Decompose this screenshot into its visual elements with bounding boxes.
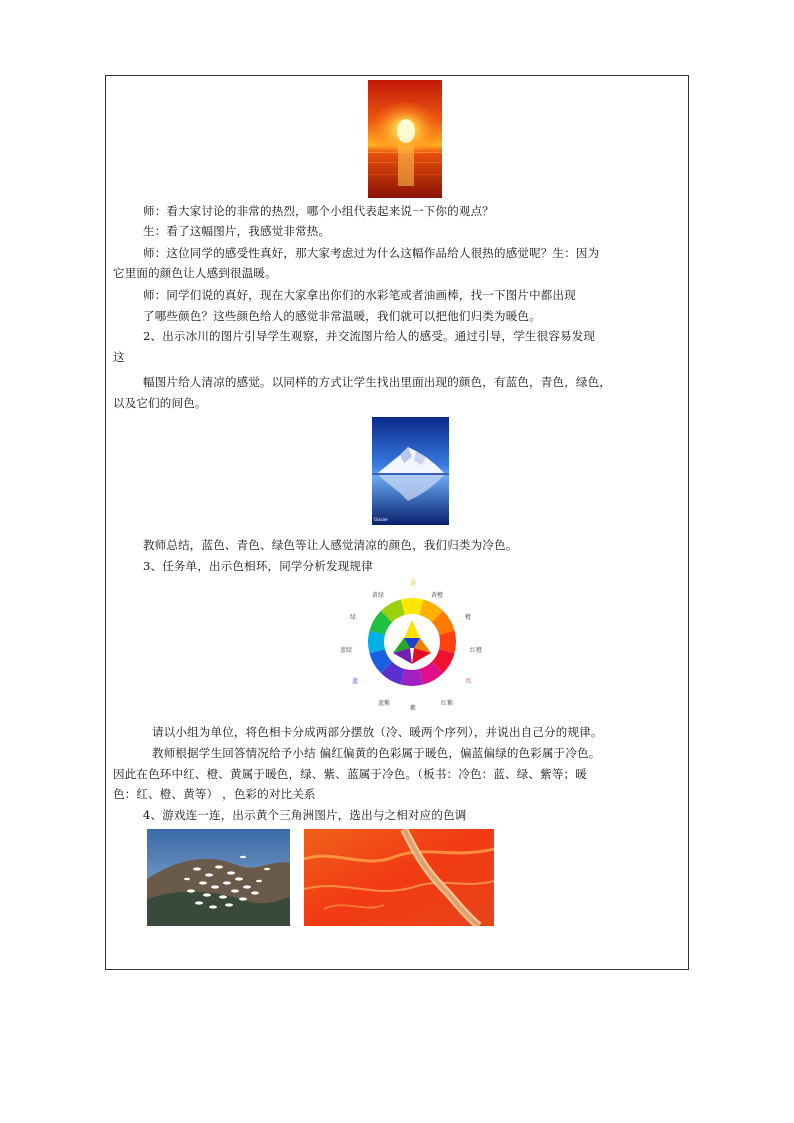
paragraph-teacher-conclusion-line3: 色：红、橙、黄等） ，色彩的对比关系	[113, 787, 316, 801]
glacier-watermark: Glacier	[374, 517, 389, 522]
color-wheel	[340, 580, 483, 710]
paragraph-teacher-praise-line2: 它里面的颜色让人感到很温暖。	[113, 266, 277, 280]
wheel-label-blue-purple: 蓝紫	[378, 700, 391, 707]
wheel-label-blue-green: 蓝绿	[340, 647, 353, 654]
wheel-label-top: 黄	[410, 580, 417, 587]
paragraph-glacier-line2: 这	[113, 350, 125, 364]
wheel-label-blue: 蓝	[352, 678, 359, 685]
sunset-image	[368, 80, 442, 198]
paragraph-glacier-line4: 以及它们的间色。	[113, 396, 207, 410]
delta-image	[304, 829, 494, 926]
wheel-label-orange: 橙	[465, 614, 472, 621]
paragraph-teacher-question: 师：看大家讨论的非常的热烈，哪个小组代表起来说一下你的观点？	[143, 204, 494, 218]
glacier-image	[372, 417, 449, 525]
paragraph-teacher-task-line1: 师：同学们说的真好，现在大家拿出你们的水彩笔或者油画棒，找一下图片中都出现	[143, 288, 576, 302]
paragraph-glacier-line3: 幅图片给人清凉的感觉。以同样的方式让学生找出里面出现的颜色，有蓝色，青色，绿色，	[143, 375, 611, 389]
paragraph-game-task: 4、游戏连一连，出示黄个三角洲图片，选出与之相对应的色调	[143, 808, 467, 822]
paragraph-teacher-praise-line1: 师：这位同学的感受性真好，那大家考虑过为什么这幅作品给人很热的感觉呢？生：因为	[143, 246, 600, 260]
wheel-label-red-orange: 红橙	[470, 647, 483, 654]
paragraph-teacher-task-line2: 了哪些颜色？这些颜色给人的感觉非常温暖，我们就可以把他们归类为暖色。	[143, 309, 541, 323]
wheel-label-green: 绿	[350, 614, 357, 621]
wheel-label-red-purple: 红紫	[441, 700, 454, 707]
paragraph-teacher-conclusion-line1: 教师根据学生回答情况给予小结 偏红偏黄的色彩属于暖色，偏蓝偏绿的色彩属于冷色。	[152, 746, 601, 760]
paragraph-student-answer: 生：看了这幅图片，我感觉非常热。	[143, 224, 331, 238]
paragraph-glacier-line1: 2、出示冰川的图片引导学生观察，并交流图片给人的感受。通过引导，学生很容易发现	[143, 329, 596, 343]
wheel-label-yellow-orange: 黄橙	[431, 592, 444, 599]
paragraph-task-list: 3、任务单，出示色相环，同学分析发现规律	[143, 559, 373, 573]
paragraph-group-task: 请以小组为单位，将色相卡分成两部分摆放（冷、暖两个序列），并说出自己分的规律。	[152, 725, 603, 739]
wheel-label-red: 红	[466, 678, 473, 685]
paragraph-teacher-summary: 教师总结，蓝色、青色、绿色等让人感觉清凉的颜色，我们归类为冷色。	[143, 538, 518, 552]
wheel-label-purple: 紫	[410, 705, 417, 712]
paragraph-teacher-conclusion-line2: 因此在色环中红、橙、黄属于暖色，绿、紫、蓝属于冷色。（板书：冷色：蓝、绿、紫等；暖	[113, 767, 587, 781]
birds-image	[147, 829, 290, 926]
wheel-label-yellow-green: 黄绿	[372, 592, 385, 599]
